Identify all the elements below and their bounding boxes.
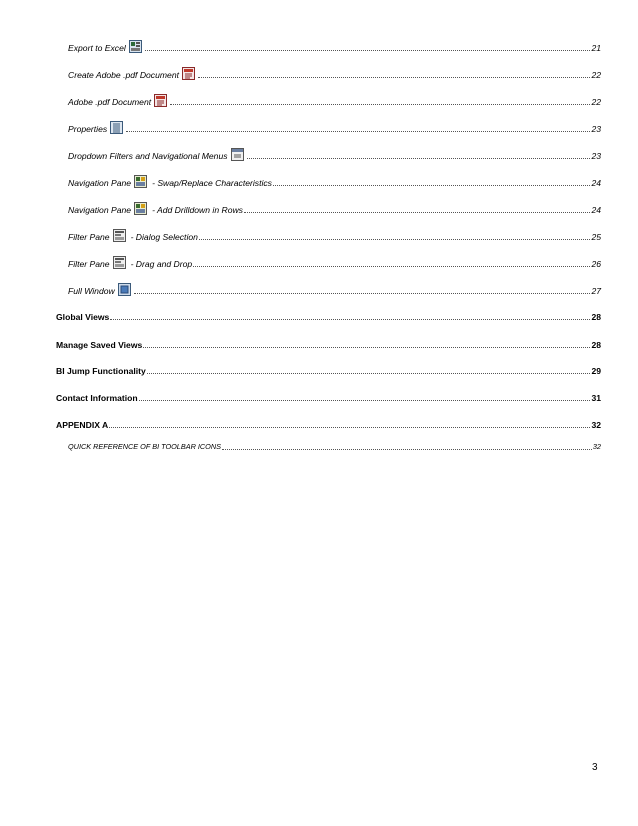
navigation-pane-icon <box>134 175 147 188</box>
excel-export-icon <box>129 40 142 53</box>
pdf-icon <box>154 94 167 107</box>
toc-entry-global-views[interactable]: Global Views 28 <box>56 312 601 322</box>
toc-entry-full-window[interactable]: Full Window 27 <box>56 283 601 296</box>
toc-entry-contact-information[interactable]: Contact Information 31 <box>56 393 601 403</box>
toc-entry-adobe-pdf[interactable]: Adobe .pdf Document 22 <box>56 94 601 107</box>
full-window-icon <box>118 283 131 296</box>
properties-icon <box>110 121 123 134</box>
toc-entry-dropdown-filters[interactable]: Dropdown Filters and Navigational Menus 23 <box>56 148 601 161</box>
toc-entry-navigation-swap[interactable]: Navigation Pane - Swap/Replace Characteristics 24 <box>56 175 601 188</box>
toc-entry-bi-jump[interactable]: BI Jump Functionality 29 <box>56 366 601 376</box>
toc-entry-create-pdf[interactable]: Create Adobe .pdf Document 22 <box>56 67 601 80</box>
filter-pane-icon <box>113 256 126 269</box>
filter-pane-icon <box>113 229 126 242</box>
navigation-pane-icon <box>134 202 147 215</box>
toc-entry-properties[interactable]: Properties 23 <box>56 121 601 134</box>
toc-entry-export-excel[interactable]: Export to Excel 21 <box>56 40 601 53</box>
pdf-icon <box>182 67 195 80</box>
toc-entry-quick-reference[interactable]: QUICK REFERENCE OF BI TOOLBAR ICONS 32 <box>68 442 601 451</box>
toc-entry-filter-dialog[interactable]: Filter Pane - Dialog Selection 25 <box>56 229 601 242</box>
toc-entry-filter-drag[interactable]: Filter Pane - Drag and Drop 26 <box>56 256 601 269</box>
dropdown-menu-icon <box>231 148 244 161</box>
toc-entry-navigation-drilldown[interactable]: Navigation Pane - Add Drilldown in Rows 24 <box>56 202 601 215</box>
toc-entry-appendix-a[interactable]: APPENDIX A 32 <box>56 420 601 430</box>
page-number: 3 <box>592 762 598 773</box>
toc-entry-manage-saved-views[interactable]: Manage Saved Views 28 <box>56 340 601 350</box>
